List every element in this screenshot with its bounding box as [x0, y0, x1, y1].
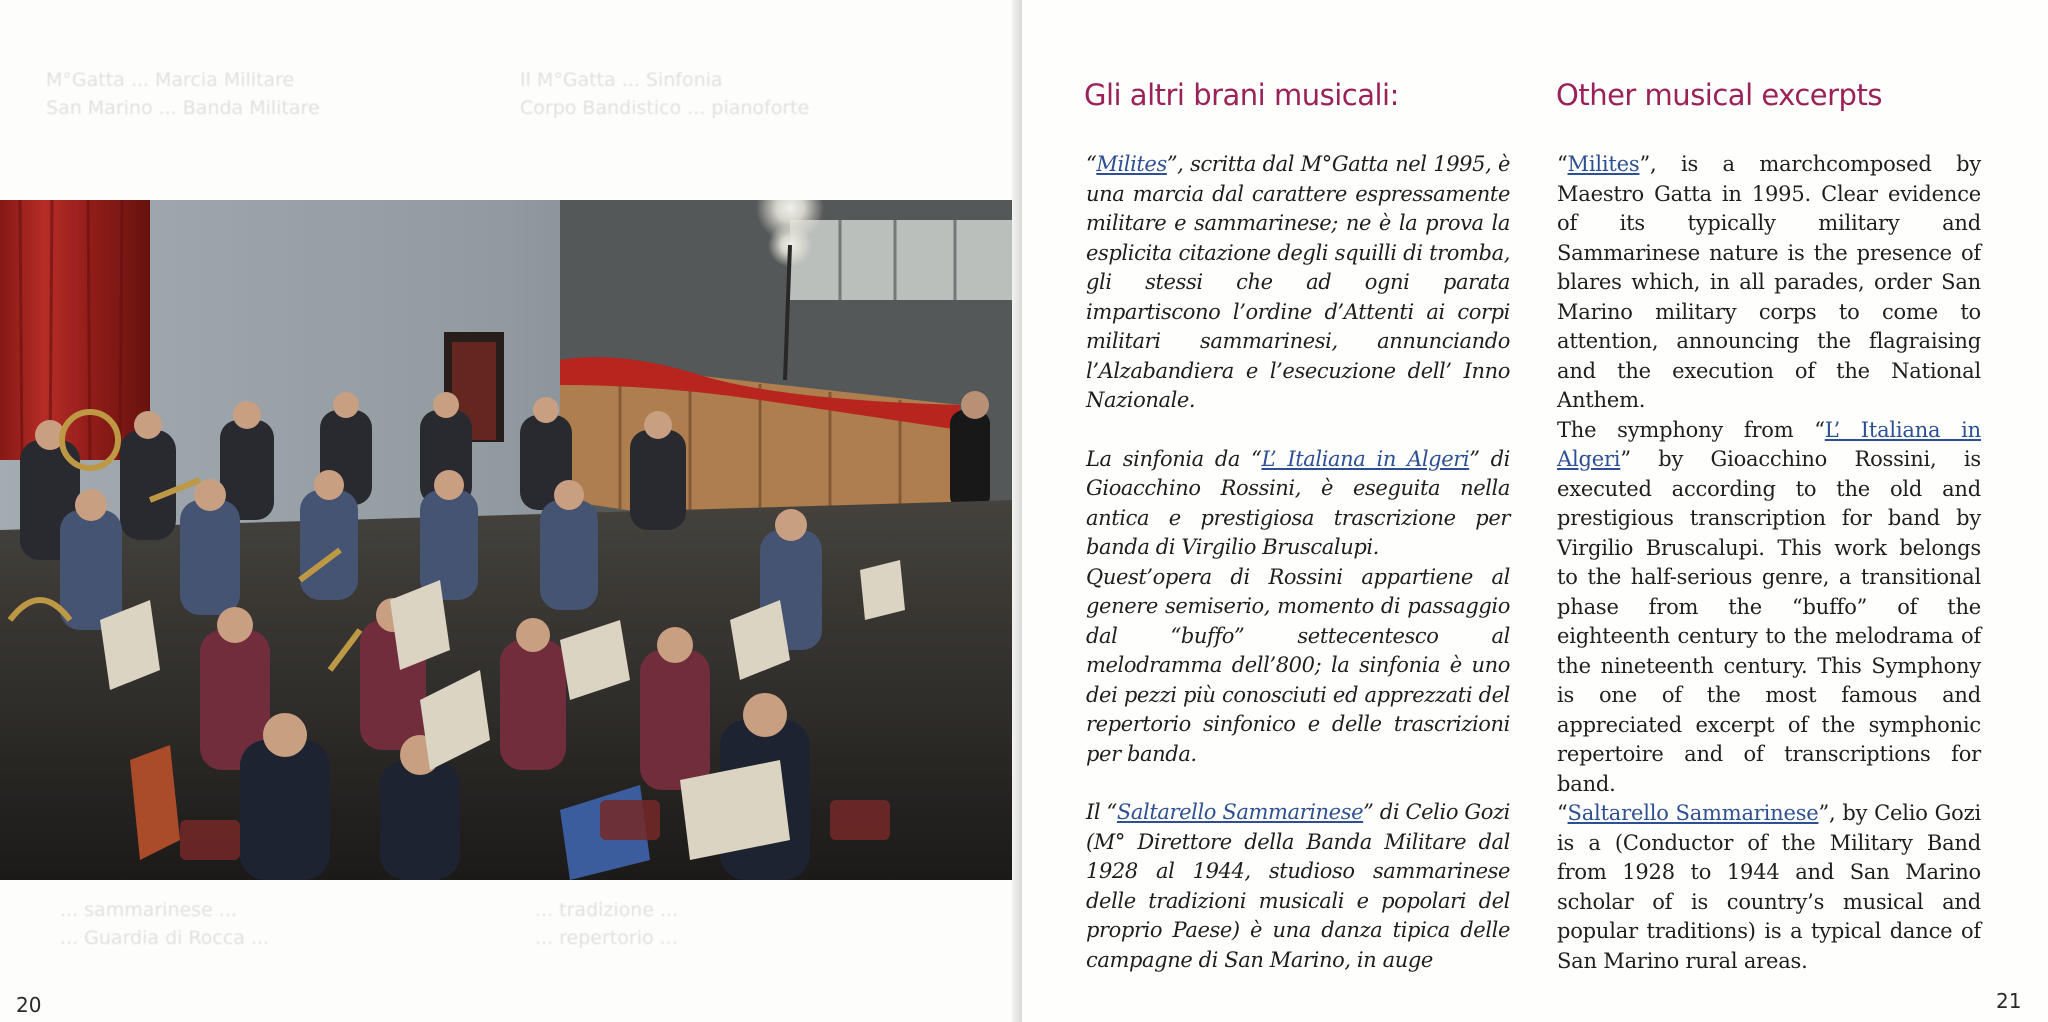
italian-column	[1086, 150, 1510, 1004]
italian-paragraph-milites: “Milites”, scritta dal M°Gatta nel 1995, è una marcia dal carattere espressamente militare e sammarinese; ne è la prova la esplicita citazione degli squilli di tromba, gli stessi che ad ogni parata impartiscono l’ordine d’Attenti ai corpi militari sammarinesi, annunciando l’Alzabandiera e l’esecuzione dell’ Inno Nazionale.	[1086, 152, 1510, 412]
link-milites-en[interactable]: Milites	[1567, 152, 1640, 176]
link-saltarello-it[interactable]: Saltarello Sammarinese	[1116, 800, 1364, 824]
heading-english: Other musical excerpts	[1556, 78, 1882, 112]
link-italiana-in-algeri-en[interactable]: L’ Italiana in Algeri	[1557, 417, 1982, 471]
link-saltarello-en[interactable]: Saltarello Sammarinese	[1567, 801, 1819, 825]
italian-paragraph-saltarello: Il “Saltarello Sammarinese” di Celio Gozi (M° Direttore della Banda Militare dal 1928 al 1944, studioso sammarinese delle tradizioni musicali e popolari del proprio Paese) è una danza tipica delle campagne di San Marino, in auge	[1086, 800, 1510, 972]
italian-paragraph-opera: Quest’opera di Rossini appartiene al genere semiserio, momento di passaggio dal “buffo” settecentesco al melodramma dell’800; la sinfonia è uno dei pezzi più conosciuti ed apprezzati del repertorio sinfonico e delle trascrizioni per banda.	[1086, 564, 1510, 766]
bleed-through-text-top-left: M°Gatta ... Marcia Militare San Marino ... Banda Militare	[46, 69, 320, 119]
english-paragraph-symphony: The symphony from “L’ Italiana in Algeri” by Gioacchino Rossini, is executed according to the old and prestigious transcription for band by Virgilio Bruscalupi. This work belongs to the half-serious genre, a transitional phase from the “buffo” of the eighteenth century to the melodrama of the nineteenth century. This Symphony is one of the most famous and appreciated excerpt of the symphonic repertoire and of transcriptions for band.	[1557, 417, 1982, 796]
left-page	[0, 0, 1018, 1022]
bleed-through-text-top-right: Il M°Gatta ... Sinfonia Corpo Bandistico ... pianoforte	[520, 69, 810, 119]
link-milites-it[interactable]: Milites	[1096, 152, 1167, 176]
english-column	[1557, 150, 1981, 976]
orchestra-rehearsal-photo	[0, 200, 1016, 880]
bleed-through-text-bottom-right: ... tradizione ... ... repertorio ...	[535, 899, 679, 949]
english-paragraph-milites: “Milites”, is a marchcomposed by Maestro Gatta in 1995. Clear evidence of its typically military and Sammarinese nature is the presence of blares which, in all parades, order San Marino military corps to come to attention, announcing the flagraising and the execution of the National Anthem.	[1557, 152, 1981, 412]
english-paragraph-saltarello: “Saltarello Sammarinese”, by Celio Gozi is a (Conductor of the Military Band from 1928 to 1944 and San Marino scholar of is country’s musical and popular traditions) is a typical dance of San Marino rural areas.	[1557, 801, 1981, 973]
italian-paragraph-sinfonia: La sinfonia da “L’ Italiana in Algeri” di Gioacchino Rossini, è eseguita nella antica e prestigiosa trascrizione per banda di Virgilio Bruscalupi.	[1086, 446, 1510, 559]
page-number-right: 21	[1996, 989, 2022, 1013]
page-number-left: 20	[16, 993, 42, 1017]
bleed-through-text-bottom-left: ... sammarinese ... ... Guardia di Rocca ...	[60, 899, 270, 949]
photo-illustration	[0, 200, 1016, 880]
link-italiana-in-algeri-it[interactable]: L’ Italiana in Algeri	[1261, 446, 1470, 471]
heading-italian: Gli altri brani musicali:	[1084, 78, 1399, 112]
